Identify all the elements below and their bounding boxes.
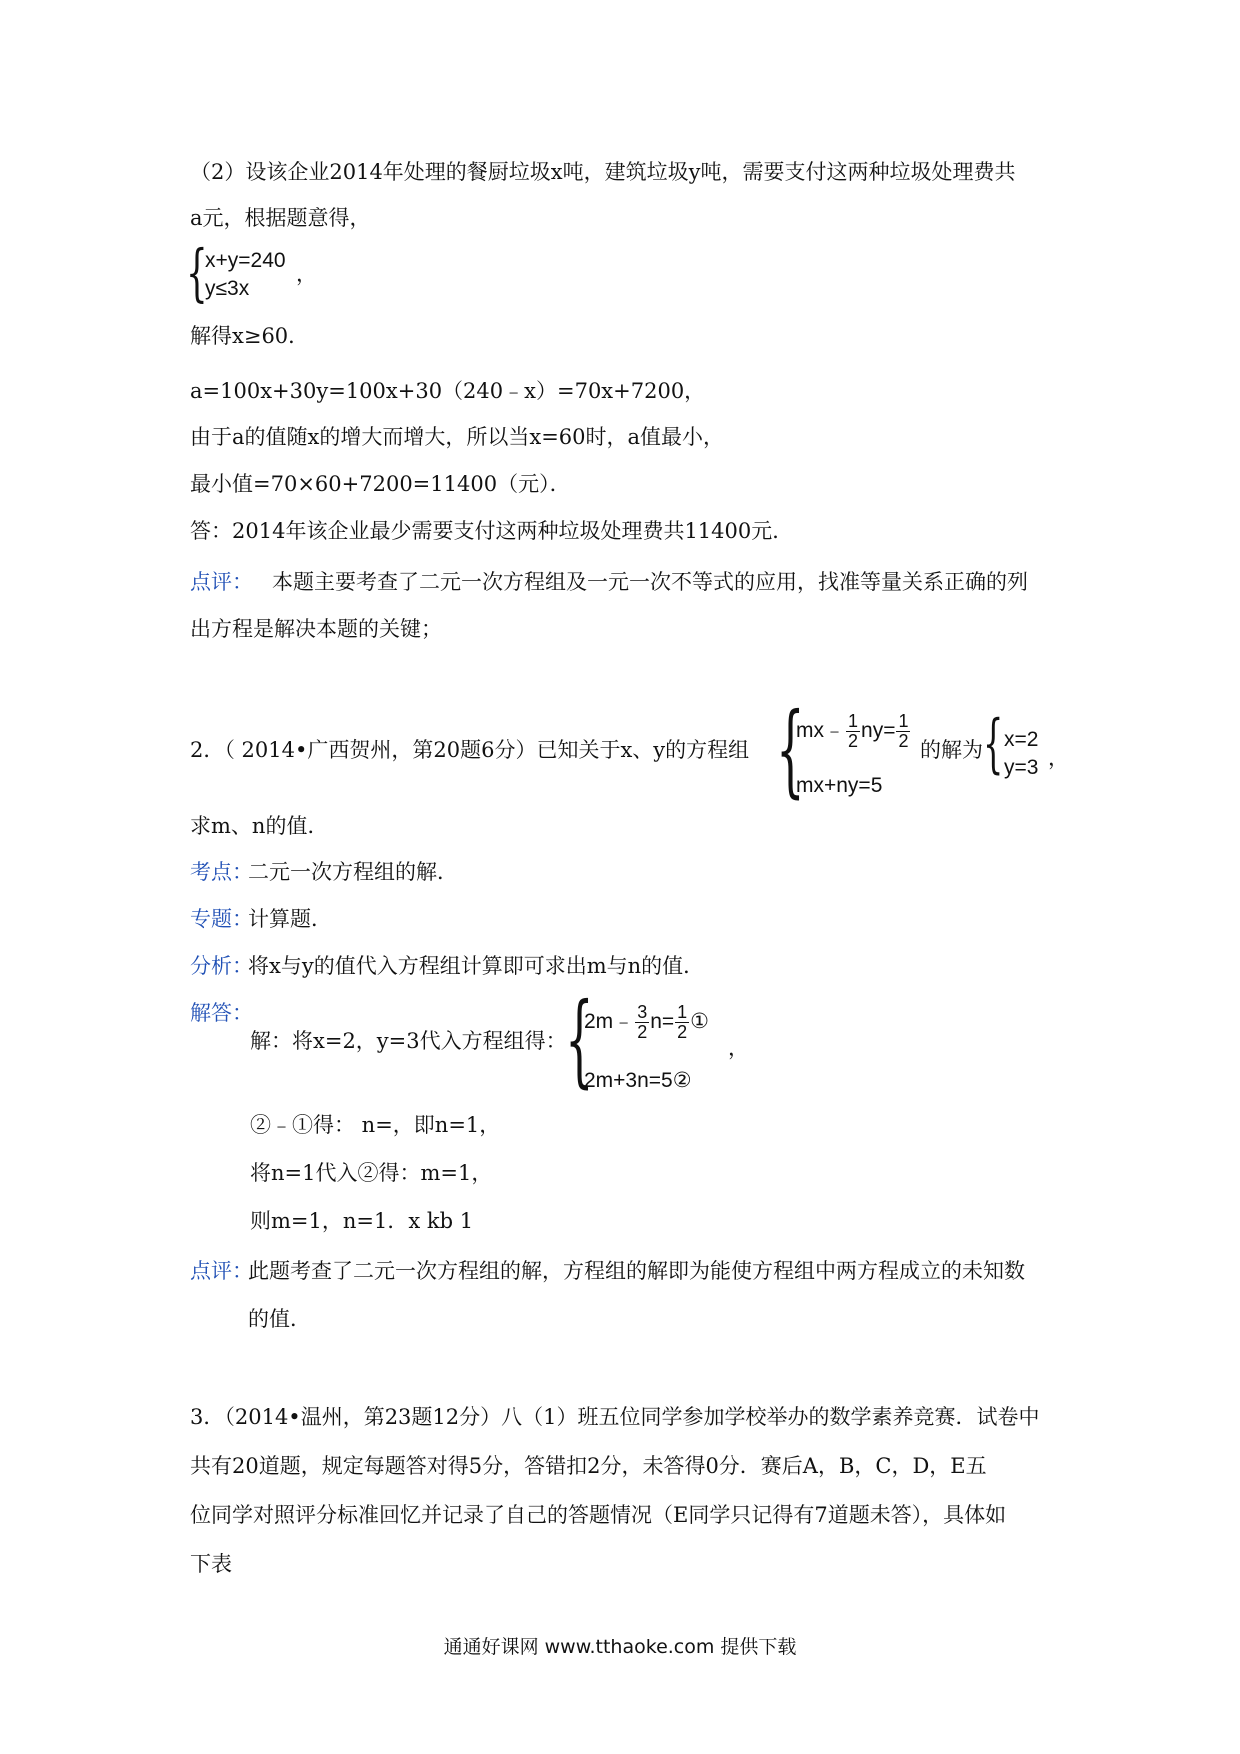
zhuanti-label: 专题： (190, 907, 253, 931)
fenxi-text: 将x与y的值代入方程组计算即可求出m与n的值． (248, 954, 705, 978)
jieda-text: 将n=1代入②得：m=1， (250, 1161, 493, 1185)
eq-term: 2m﹣ (584, 1010, 635, 1034)
dianping-text: 的值． (248, 1307, 311, 1331)
system-brace: { (776, 691, 805, 808)
kaodian-label: 考点： (190, 860, 253, 884)
fraction-numerator: 1 (677, 1002, 688, 1022)
solution-x: x=2 (1004, 728, 1039, 751)
jieda-text: 则m=1，n=1．x kb 1 (250, 1209, 474, 1233)
problem-stem: 下表 (190, 1552, 232, 1576)
solution-brace: { (983, 707, 1004, 781)
answer-line: 答：2014年该企业最少需要支付这两种垃圾处理费共11400元． (190, 519, 794, 543)
page-footer: 通通好课网 www.tthaoke.com 提供下载 (443, 1636, 797, 1658)
eq-term: n= (650, 1010, 675, 1034)
problem-stem: ， (1048, 746, 1069, 770)
comment-label: 点评： (190, 570, 253, 594)
fraction-numerator: 1 (898, 711, 909, 731)
system-equation: x+y=240 (205, 249, 286, 272)
jieda-text: ②﹣①得： n=，即n=1， (250, 1113, 501, 1137)
solution-line: 由于a的值随x的增大而增大，所以当x=60时，a值最小， (190, 425, 725, 449)
dianping-label: 点评： (190, 1259, 253, 1283)
equation-mark: ① (690, 1010, 709, 1034)
fraction-denominator: 2 (637, 1022, 648, 1042)
solution-line: a=100x+30y=100x+30（240﹣x）=70x+7200， (190, 379, 706, 403)
fraction-numerator: 1 (848, 711, 859, 731)
fraction (846, 712, 860, 751)
fraction-denominator: 2 (677, 1022, 688, 1042)
zhuanti-text: 计算题． (248, 907, 332, 931)
problem-stem: 共有20道题，规定每题答对得5分，答错扣2分，未答得0分．赛后A，B，C，D，E五 (190, 1454, 987, 1478)
problem-stem: 位同学对照评分标准回忆并记录了自己的答题情况（E同学只记得有7道题未答），具体如 (190, 1503, 1007, 1527)
jieda-text: 解：将x=2，y=3代入方程组得： (250, 1029, 567, 1053)
jieda-label: 解答： (190, 1001, 253, 1025)
solution-y: y=3 (1004, 756, 1039, 779)
system-equation-1 (584, 1003, 709, 1042)
system-brace: { (565, 981, 594, 1098)
system-brace: { (186, 236, 208, 309)
fraction-denominator: 2 (848, 731, 859, 751)
system-equation-2: mx+ny=5 (796, 774, 883, 797)
solution-line: a元，根据题意得， (190, 206, 371, 230)
system-equation-1 (796, 712, 911, 751)
fraction (896, 712, 910, 751)
solution-line: （2）设该企业2014年处理的餐厨垃圾x吨，建筑垃圾y吨，需要支付这两种垃圾处理费共 (190, 160, 1016, 184)
problem-stem: 3．（2014•温州，第23题12分）八（1）班五位同学参加学校举办的数学素养竞赛．试卷中 (190, 1405, 1040, 1429)
fenxi-label: 分析： (190, 954, 253, 978)
dianping-text: 此题考查了二元一次方程组的解，方程组的解即为能使方程组中两方程成立的未知数 (248, 1259, 1025, 1283)
fraction-denominator: 2 (898, 731, 909, 751)
eq-term: ny= (861, 719, 896, 743)
comment-text: 出方程是解决本题的关键； (190, 617, 442, 641)
comment-text: 本题主要考查了二元一次方程组及一元一次不等式的应用，找准等量关系正确的列 (272, 570, 1028, 594)
kaodian-text: 二元一次方程组的解． (248, 860, 458, 884)
system-comma: ， (296, 263, 317, 286)
fraction (635, 1003, 649, 1042)
problem-question: 求m、n的值． (190, 814, 329, 838)
problem-stem: 2．（ 2014•广西贺州，第20题6分）已知关于x、y的方程组 (190, 738, 750, 762)
solution-line: 解得x≥60． (190, 324, 310, 348)
system-inequality: y≤3x (205, 277, 250, 300)
fraction-numerator: 3 (637, 1002, 648, 1022)
problem-stem: 的解为 (920, 738, 983, 762)
system-equation-2: 2m+3n=5② (584, 1069, 692, 1092)
eq-term: mx﹣ (796, 719, 845, 743)
solution-line: 最小值=70×60+7200=11400（元）． (190, 472, 571, 496)
system-comma: ， (728, 1036, 749, 1060)
fraction (675, 1003, 689, 1042)
